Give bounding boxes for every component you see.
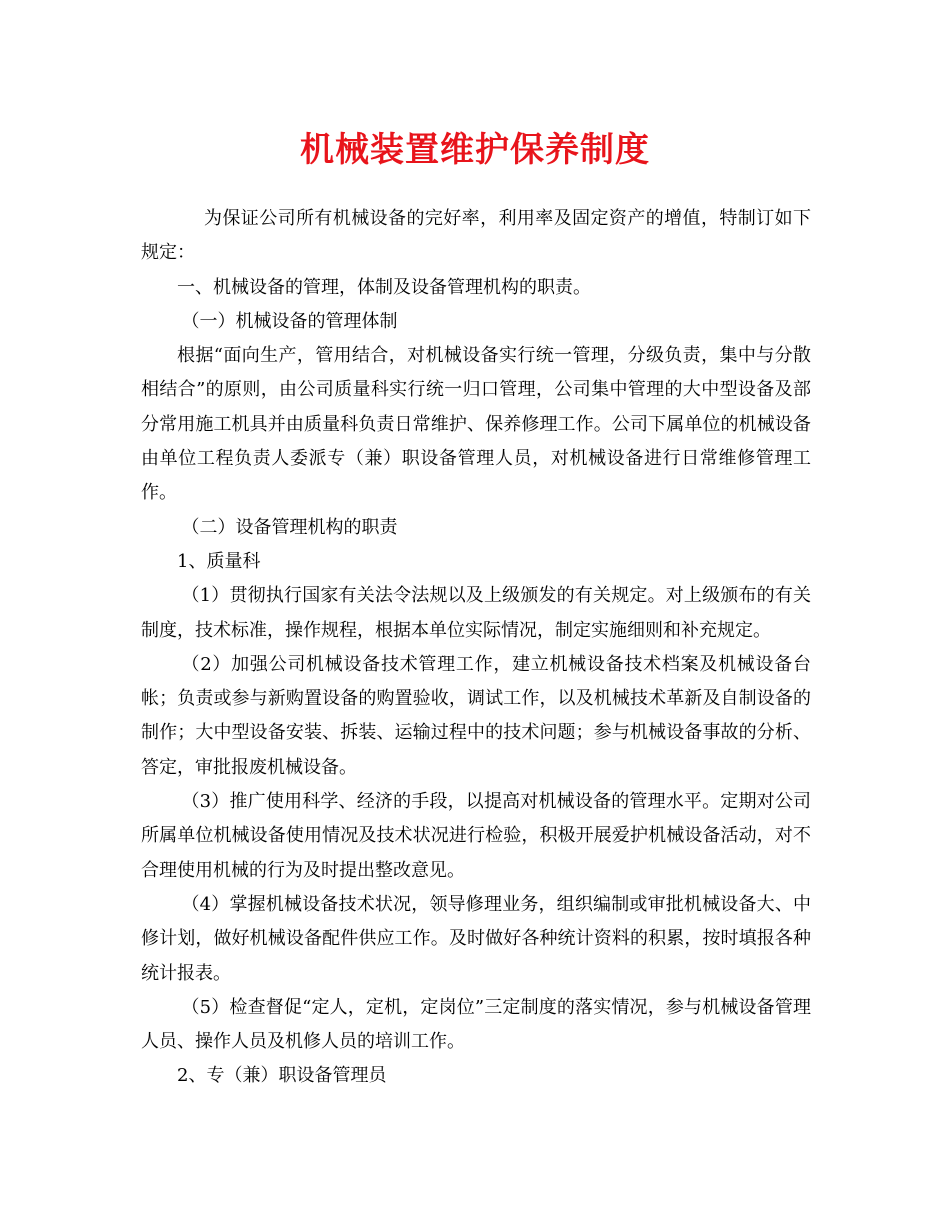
subsection-heading-1: （一）机械设备的管理体制 [181, 310, 398, 332]
intro-paragraph: 为保证公司所有机械设备的完好率，利用率及固定资产的增值，特制订如下规定： [141, 208, 811, 264]
clause-paragraph-4: （4）掌握机械设备技术状况，领导修理业务，组织编制或审批机械设备大、中修计划，做好机械设备配件供应工作。及时做好各种统计资料的积累，按时填报各种统计报表。 [141, 893, 811, 984]
list-item-heading-2: 2、专（兼）职设备管理员 [177, 1065, 387, 1087]
section-heading-1: 一、机械设备的管理，体制及设备管理机构的职责。 [177, 276, 591, 298]
clause-paragraph-5: （5）检查督促“定人，定机，定岗位”三定制度的落实情况，参与机械设备管理人员、操作人员及机修人员的培训工作。 [141, 996, 811, 1053]
clause-paragraph-1: （1）贯彻执行国家有关法令法规以及上级颁发的有关规定。对上级颁布的有关制度，技术标准，操作规程，根据本单位实际情况，制定实施细则和补充规定。 [141, 585, 811, 641]
document-title: 机械装置维护保养制度 [300, 130, 650, 170]
document-body [141, 200, 811, 1094]
list-item-heading-1: 1、质量科 [177, 550, 261, 572]
clause-paragraph-3: （3）推广使用科学、经济的手段，以提高对机械设备的管理水平。定期对公司所属单位机械设备使用情况及技术状况进行检验，积极开展爱护机械设备活动，对不合理使用机械的行为及时提出整改意见。 [141, 791, 811, 881]
clause-paragraph-2: （2）加强公司机械设备技术管理工作，建立机械设备技术档案及机械设备台帐；负责或参与新购置设备的购置验收，调试工作，以及机械技术革新及自制设备的制作；大中型设备安装、拆装、运输过程中的技术问题；参与机械设备事故的分析、答定，审批报废机械设备。 [141, 653, 811, 778]
subsection-heading-2: （二）设备管理机构的职责 [181, 516, 398, 538]
body-paragraph-1: 根据“面向生产，管用结合，对机械设备实行统一管理，分级负责，集中与分散相结合”的原则，由公司质量科实行统一归口管理，公司集中管理的大中型设备及部分常用施工机具并由质量科负责日常维护、保养修理工作。公司下属单位的机械设备由单位工程负责人委派专（兼）职设备管理人员，对机械设备进行日常维修管理工作。 [141, 345, 811, 504]
